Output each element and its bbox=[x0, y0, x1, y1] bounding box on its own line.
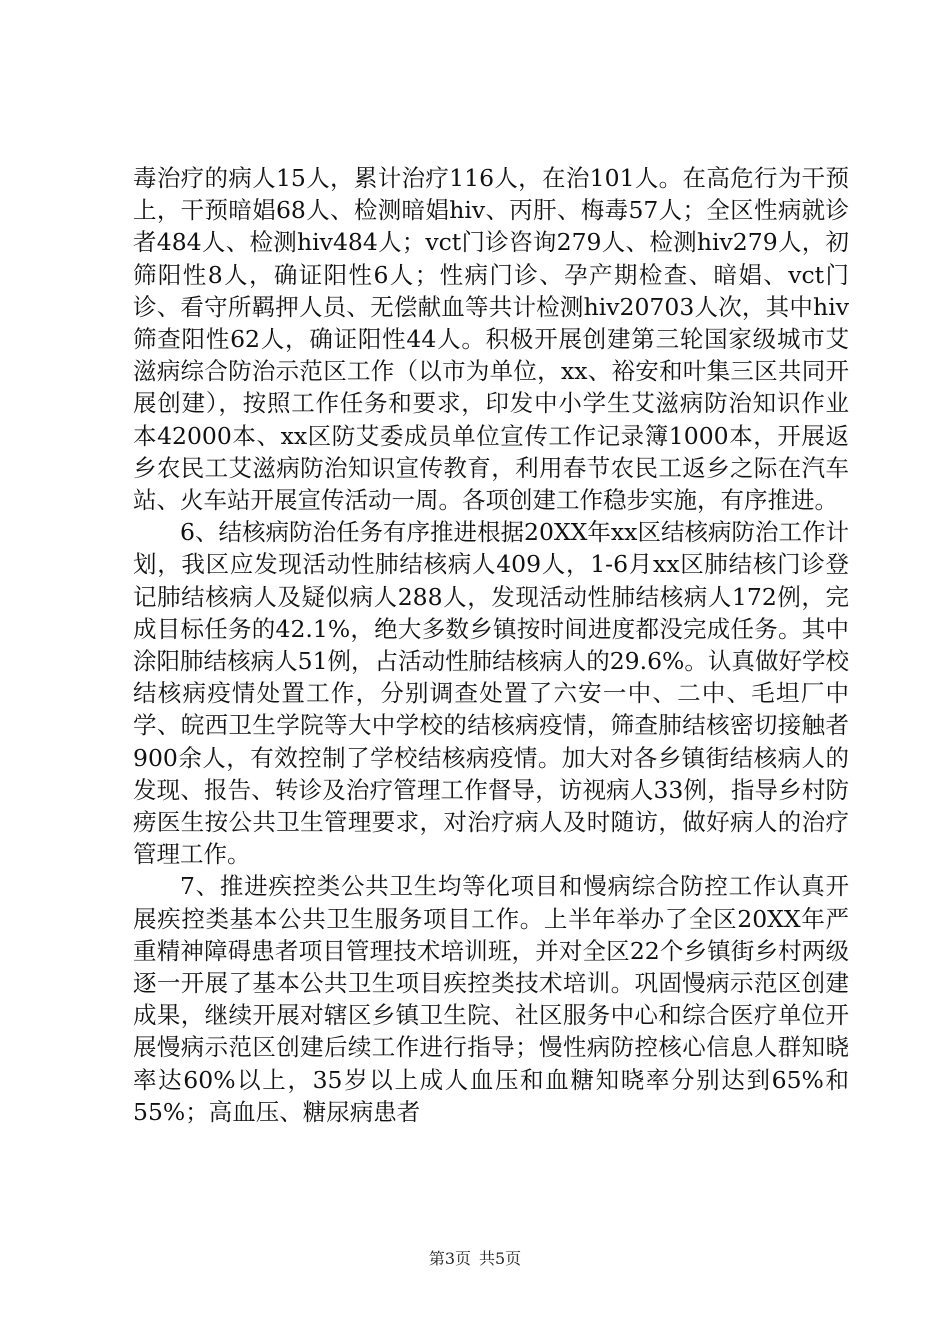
paragraph-aids-prevention: 毒治疗的病人15人，累计治疗116人，在治101人。在高危行为干预上，干预暗娼68人、检测暗娼hiv、丙肝、梅毒57人；全区性病就诊者484人、检测hiv484人；vct门诊咨询279人、检测hiv279人，初筛阳性8人，确证阳性6人；性病门诊、孕产期检查、暗娼、vct门诊、看守所羁押人员、无偿献血等共计检测hiv20703人次，其中hiv筛查阳性62人，确证阳性44人。积极开展创建第三轮国家级城市艾滋病综合防治示范区工作（以市为单位，xx、裕安和叶集三区共同开展创建），按照工作任务和要求，印发中小学生艾滋病防治知识作业本42000本、xx区防艾委成员单位宣传工作记录簿1000本，开展返乡农民工艾滋病防治知识宣传教育，利用春节农民工返乡之际在汽车站、火车站开展宣传活动一周。各项创建工作稳步实施，有序推进。 bbox=[133, 164, 849, 515]
document-body bbox=[133, 162, 849, 1128]
page-total: 共5页 bbox=[479, 1249, 522, 1268]
paragraph-tuberculosis: 6、结核病防治任务有序推进根据20XX年xx区结核病防治工作计划，我区应发现活动性肺结核病人409人，1-6月xx区肺结核门诊登记肺结核病人及疑似病人288人，发现活动性肺结核病人172例，完成目标任务的42.1%，绝大多数乡镇按时间进度都没完成任务。其中涂阳肺结核病人51例，占活动性肺结核病人的29.6%。认真做好学校结核病疫情处置工作，分别调查处置了六安一中、二中、毛坦厂中学、皖西卫生学院等大中学校的结核病疫情，筛查肺结核密切接触者900余人，有效控制了学校结核病疫情。加大对各乡镇街结核病人的发现、报告、转诊及治疗管理工作督导，访视病人33例，指导乡村防痨医生按公共卫生管理要求，对治疗病人及时随访，做好病人的治疗管理工作。 bbox=[133, 518, 849, 869]
paragraph-public-health-chronic-disease: 7、推进疾控类公共卫生均等化项目和慢病综合防控工作认真开展疾控类基本公共卫生服务项目工作。上半年举办了全区20XX年严重精神障碍患者项目管理技术培训班，并对全区22个乡镇街乡村两级逐一开展了基本公共卫生项目疾控类技术培训。巩固慢病示范区创建成果，继续开展对辖区乡镇卫生院、社区服务中心和综合医疗单位开展慢病示范区创建后续工作进行指导；慢性病防控核心信息人群知晓率达60%以上，35岁以上成人血压和血糖知晓率分别达到65%和55%；高血压、糖尿病患者 bbox=[133, 872, 849, 1126]
page-footer bbox=[0, 1246, 950, 1269]
page-number: 第3页 bbox=[428, 1249, 471, 1268]
